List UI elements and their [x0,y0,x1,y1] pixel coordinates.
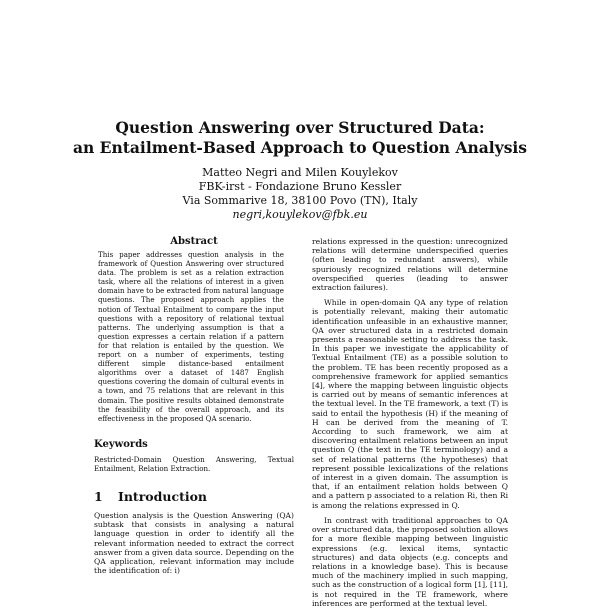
author-block [0,166,600,222]
keywords-heading: Keywords [94,438,148,450]
paper-title [0,118,600,158]
paragraph-relations: relations expressed in the question: unrecognized relations will determine underspecified queries (often leading to redundant answers), while spuriously recognized relations will determine overspecified queries (leading to answer extraction failures). [312,237,508,293]
section-number: 1 [94,488,103,504]
section-title: Introduction [118,488,208,504]
abstract-text: This paper addresses question analysis in the framework of Question Answering over structured data. The problem is set as a relation extraction task, where all the relations of interest in a given domain have to be extracted from natural language questions. The proposed approach applies the notion of Textual Entailment to compare the input questions with a repository of relational textual patterns. The underlying assumption is that a question expresses a certain relation if a pattern for that relation is entailed by the question. We report on a number of experiments, testing different simple distance-based entailment algorithms over a dataset of 1487 English questions covering the domain of cultural events in a town, and 75 relations that are relevant in this domain. The positive results obtained demonstrate the feasibility of the overall approach, and its effectiveness in the proposed QA scenario. [98,250,284,423]
address: Via Sommarive 18, 38100 Povo (TN), Italy [182,194,418,207]
section-heading-introduction [94,489,294,504]
keywords-text: Restricted-Domain Question Answering, Textual Entailment, Relation Extraction. [94,454,294,473]
left-column [94,236,294,575]
title-line-2: an Entailment-Based Approach to Question Analysis [72,138,528,157]
paragraph-flexible-mapping: In contrast with traditional approaches to QA over structured data, the proposed solution allows for a more flexible mapping between linguistic expressions (e.g. lexical items, syntactic structures) and data objects (e.g. concepts and relations in a knowledge base). This is because much of the machinery implied in such mapping, such as the construction of a logical form [1], [11], is not required in the TE framework, where inferences are performed at the textual level. [312,515,508,608]
introduction-text: Question analysis is the Question Answering (QA) subtask that consists in analysing a natural language question in order to identify all the relevant information needed to extract the correct answer from a given data source. Depending on the QA application, relevant information may include the identification of: i) [94,510,294,576]
abstract-heading: Abstract [170,236,218,247]
author-email: negri,kouylekov@fbk.eu [232,208,368,221]
paragraph-textual-entailment: While in open-domain QA any type of relation is potentially relevant, making their automatic identification unfeasible in an exhaustive manner, QA over structured data in a restricted domain presents a reasonable setting to address the task. In this paper we investigate the applicability of Textual Entailment (TE) as a possible solution to the problem. TE has been recently proposed as a comprehensive framework for applied semantics [4], where the mapping between linguistic objects is carried out by means of semantic inferences at the textual level. In the TE framework, a text (T) is said to entail the hypothesis (H) if the meaning of H can be derived from the meaning of T. According to such framework, we aim at discovering entailment relations between an input question Q (the text in the TE terminology) and a set of relational patterns (the hypotheses) that represent possible lexicalizations of the relations of interest in a given domain. The assumption is that, if an entailment relation holds between Q and a pattern p associated to a relation Ri, then Ri is among the relations expressed in Q. [312,298,508,510]
title-line-1: Question Answering over Structured Data: [115,118,485,137]
affiliation: FBK-irst - Fondazione Bruno Kessler [198,180,402,193]
author-names: Matteo Negri and Milen Kouylekov [202,166,398,179]
right-column [312,237,508,608]
